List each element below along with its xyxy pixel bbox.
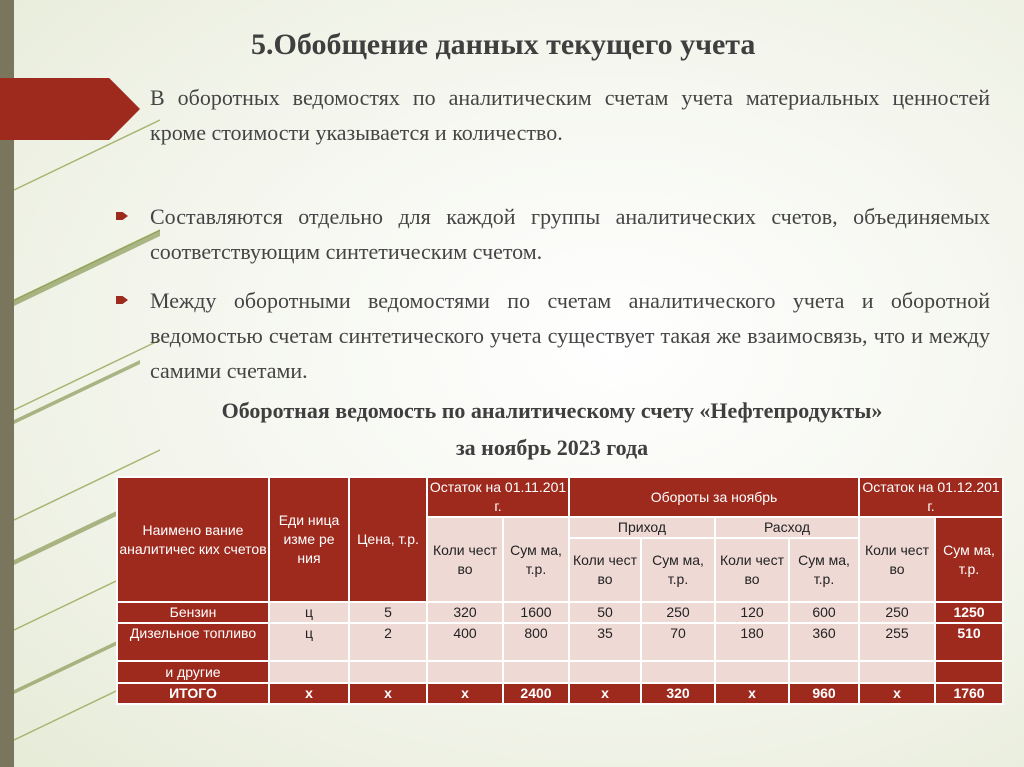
row-name: Дизельное топливо [117, 623, 269, 661]
cell-close-qty [859, 661, 935, 683]
cell-unit: ц [269, 623, 349, 661]
header-turnover: Обороты за ноябрь [569, 477, 859, 517]
cell-close-sum: 510 [935, 623, 1003, 661]
cell-close-qty: 250 [859, 602, 935, 623]
header-closing-sum: Сум ма, т.р. [935, 517, 1003, 602]
header-income: Приход [569, 517, 715, 538]
total-in-sum: 320 [641, 683, 715, 704]
cell-out-sum [789, 661, 859, 683]
cell-unit [269, 661, 349, 683]
cell-out-qty: 180 [715, 623, 789, 661]
cell-unit: ц [269, 602, 349, 623]
header-account-name: Наимено вание аналитичес ких счетов [117, 477, 269, 602]
header-expense-sum: Сум ма, т.р. [789, 538, 859, 602]
table-total-row [117, 683, 1003, 704]
cell-price [349, 661, 427, 683]
total-out-sum: 960 [789, 683, 859, 704]
row-name: и другие [117, 661, 269, 683]
slide-title: 5.Обобщение данных текущего учета [251, 28, 756, 61]
header-expense: Расход [715, 517, 859, 538]
total-price: х [349, 683, 427, 704]
table-row [117, 661, 1003, 683]
header-closing-qty: Коли чест во [859, 517, 935, 602]
table-title-line-2: за ноябрь 2023 года [455, 435, 649, 460]
cell-close-sum: 1250 [935, 602, 1003, 623]
header-income-sum: Сум ма, т.р. [641, 538, 715, 602]
table-row [117, 623, 1003, 661]
total-close-sum: 1760 [935, 683, 1003, 704]
bullet-text-2: Составляются отдельно для каждой группы аналитических счетов, объединяемых соответствующим синтетическим счетом. [150, 204, 990, 264]
cell-in-sum: 250 [641, 602, 715, 623]
cell-open-qty: 320 [427, 602, 503, 623]
table-title-line-1: Оборотная ведомость по аналитическому счету «Нефтепродукты» [221, 398, 883, 423]
header-income-qty: Коли чест во [569, 538, 641, 602]
header-opening-sum: Сум ма, т.р. [503, 517, 569, 602]
cell-open-sum [503, 661, 569, 683]
cell-out-qty: 120 [715, 602, 789, 623]
total-open-qty: х [427, 683, 503, 704]
total-label: ИТОГО [117, 683, 269, 704]
header-unit: Еди ница изме ре ния [269, 477, 349, 602]
cell-open-qty [427, 661, 503, 683]
cell-in-qty: 35 [569, 623, 641, 661]
header-opening-qty: Коли чест во [427, 517, 503, 602]
cell-out-qty [715, 661, 789, 683]
turnover-table [116, 476, 1002, 705]
total-unit: х [269, 683, 349, 704]
bullet-text-1: В оборотных ведомостях по аналитическим счетам учета материальных ценностей кроме стоимости указывается и количество. [150, 85, 990, 145]
cell-out-sum: 600 [789, 602, 859, 623]
bullet-text-3: Между оборотными ведомостями по счетам аналитического учета и оборотной ведомостью счетам синтетического учета существует такая же взаимосвязь, что и между самими счетами. [150, 288, 990, 383]
cell-open-sum: 1600 [503, 602, 569, 623]
total-close-qty: х [859, 683, 935, 704]
header-expense-qty: Коли чест во [715, 538, 789, 602]
header-opening-balance: Остаток на 01.11.201 г. [427, 477, 569, 517]
cell-price: 2 [349, 623, 427, 661]
total-out-qty: х [715, 683, 789, 704]
header-closing-balance: Остаток на 01.12.201 г. [859, 477, 1003, 517]
cell-in-qty [569, 661, 641, 683]
row-name: Бензин [117, 602, 269, 623]
cell-open-sum: 800 [503, 623, 569, 661]
cell-in-sum [641, 661, 715, 683]
cell-in-qty: 50 [569, 602, 641, 623]
total-in-qty: х [569, 683, 641, 704]
cell-in-sum: 70 [641, 623, 715, 661]
cell-open-qty: 400 [427, 623, 503, 661]
header-price: Цена, т.р. [349, 477, 427, 602]
cell-price: 5 [349, 602, 427, 623]
total-open-sum: 2400 [503, 683, 569, 704]
cell-close-sum [935, 661, 1003, 683]
cell-out-sum: 360 [789, 623, 859, 661]
table-row [117, 602, 1003, 623]
cell-close-qty: 255 [859, 623, 935, 661]
